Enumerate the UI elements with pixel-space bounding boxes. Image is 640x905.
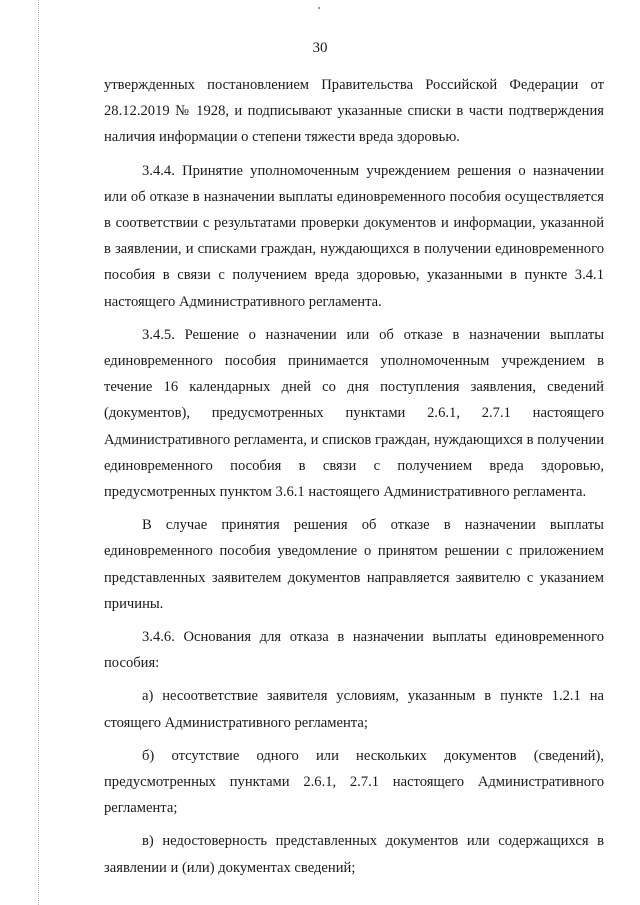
scan-speck [318,7,320,9]
list-item-b: б) отсутствие одного или нескольких документов (сведений), предусмотренных пунктами 2.6.1, 2.7.1 настоящего Административного регламента; [104,747,604,817]
list-item-v: в) недостоверность представленных документов или содержащихся в заявлении и (или) документах сведений; [104,833,604,876]
scan-edge-line [38,0,39,905]
list-item-a: а) несоответствие заявителя условиям, указанным в пункте 1.2.1 на стоящего Административного регламента; [104,688,604,731]
paragraph-3-4-6: 3.4.6. Основания для отказа в назначении выплаты единовременного пособия: [104,629,604,672]
paragraph-3-4-5: 3.4.5. Решение о назначении или об отказе в назначении выплаты единовременного пособия принимается уполномоченным учреждением в течение 16 календарных дней со дня поступления заявления, сведений (документов), предусмотренных пунктами 2.6.1, 2.7.1 настоящего Административного регламента, и списков граждан, нуждающихся в получении единовременного пособия в связи с получением вреда здоровью, предусмотренных пунктом 3.6.1 настоящего Административного регламента. [104,326,604,501]
paragraph-refusal-notice: В случае принятия решения об отказе в назначении выплаты единовременного пособия уведомление о принятом решении с приложением представленных заявителем документов направляется заявителю с указанием причины. [104,517,604,612]
paragraph-3-4-4: 3.4.4. Принятие уполномоченным учреждением решения о назначении или об отказе в назначении выплаты единовременного пособия осуществляется в соответствии с результатами проверки документов и информации, указанной в заявлении, и списками граждан, нуждающихся в получении единовременного пособия в связи с получением вреда здоровью, указанными в пункте 3.4.1 настоящего Административного регламента. [104,162,604,310]
document-body [104,72,604,888]
paragraph-continuation: утвержденных постановлением Правительства Российской Федерации от 28.12.2019 № 1928, и подписывают указанные списки в части подтверждения наличия информации о степени тяжести вреда здоровью. [104,77,604,146]
page-number: 30 [312,40,328,56]
